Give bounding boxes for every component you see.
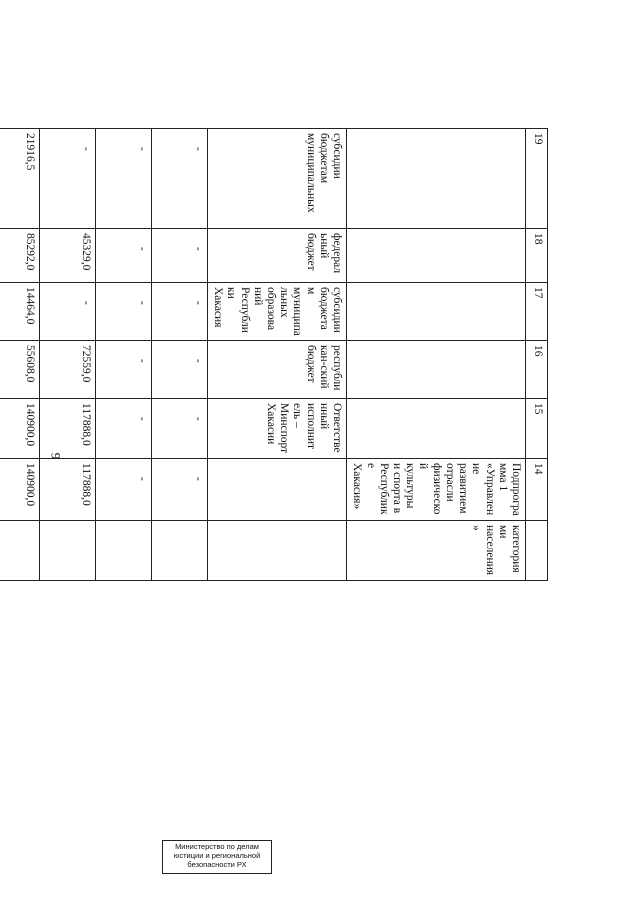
table-line — [95, 129, 151, 839]
name-cell — [347, 229, 526, 283]
value-cell: - — [95, 229, 151, 283]
stamp-line-1: Министерство по делам — [175, 842, 259, 851]
page-number: 9 — [48, 452, 64, 460]
table-line — [0, 129, 39, 839]
value-cell: 55608,0 — [0, 341, 39, 399]
value-cell — [95, 521, 151, 581]
executor-cell — [207, 521, 346, 581]
value-cell: - — [39, 283, 95, 341]
value-cell — [151, 521, 207, 581]
value-cell — [0, 521, 39, 581]
stamp-line-3: безопасности РХ — [187, 860, 247, 869]
value-cell: 72559,0 — [39, 341, 95, 399]
value-cell: 140900,0 — [0, 459, 39, 521]
value-cell: - — [95, 283, 151, 341]
value-cell: - — [151, 399, 207, 459]
num-cell: 16 — [526, 341, 548, 399]
table-line — [39, 129, 95, 839]
value-cell: 45329,0 — [39, 229, 95, 283]
value-cell: 117888,0 — [39, 399, 95, 459]
value-cell: - — [95, 341, 151, 399]
value-cell: - — [95, 459, 151, 521]
value-cell: 85292,0 — [0, 229, 39, 283]
ministry-stamp — [162, 840, 272, 874]
value-cell: 117888,0 — [39, 459, 95, 521]
executor-cell: федеральный бюджет — [207, 229, 346, 283]
value-cell: 140900,0 — [0, 399, 39, 459]
name-cell — [347, 283, 526, 341]
table-line — [207, 129, 346, 839]
name-cell — [347, 129, 526, 229]
num-cell: 14 — [526, 459, 548, 521]
stamp-line-2: юстиции и региональной — [173, 851, 261, 860]
value-cell: 14464,0 — [0, 283, 39, 341]
num-cell: 15 — [526, 399, 548, 459]
table-line — [526, 129, 548, 839]
name-cell — [347, 341, 526, 399]
table-line — [151, 129, 207, 839]
value-cell — [39, 521, 95, 581]
num-cell — [526, 521, 548, 581]
value-cell: - — [95, 399, 151, 459]
name-cell: категориями населения» — [347, 521, 526, 581]
budget-table — [0, 128, 548, 839]
num-cell: 19 — [526, 129, 548, 229]
value-cell: - — [151, 229, 207, 283]
name-cell — [347, 399, 526, 459]
budget-table-container — [23, 58, 548, 838]
executor-cell: субсидии бюджетам муниципальных образований Республики Хакасия — [207, 283, 346, 341]
value-cell: - — [95, 129, 151, 229]
value-cell: - — [151, 129, 207, 229]
value-cell: - — [151, 283, 207, 341]
num-cell: 17 — [526, 283, 548, 341]
value-cell: 21916,5 — [0, 129, 39, 229]
num-cell: 18 — [526, 229, 548, 283]
executor-cell: Ответственный исполнитель – Минспорт Хакасии — [207, 399, 346, 459]
name-cell: Подпрограмма 1 «Управление развитием отрасли физической культуры и спорта в Республике Хакасия» — [347, 459, 526, 521]
executor-cell: республикан-ский бюджет — [207, 341, 346, 399]
executor-cell: субсидии бюджетам муниципальных — [207, 129, 346, 229]
table-line — [347, 129, 526, 839]
value-cell: - — [151, 341, 207, 399]
executor-cell — [207, 459, 346, 521]
value-cell: - — [39, 129, 95, 229]
value-cell: - — [151, 459, 207, 521]
